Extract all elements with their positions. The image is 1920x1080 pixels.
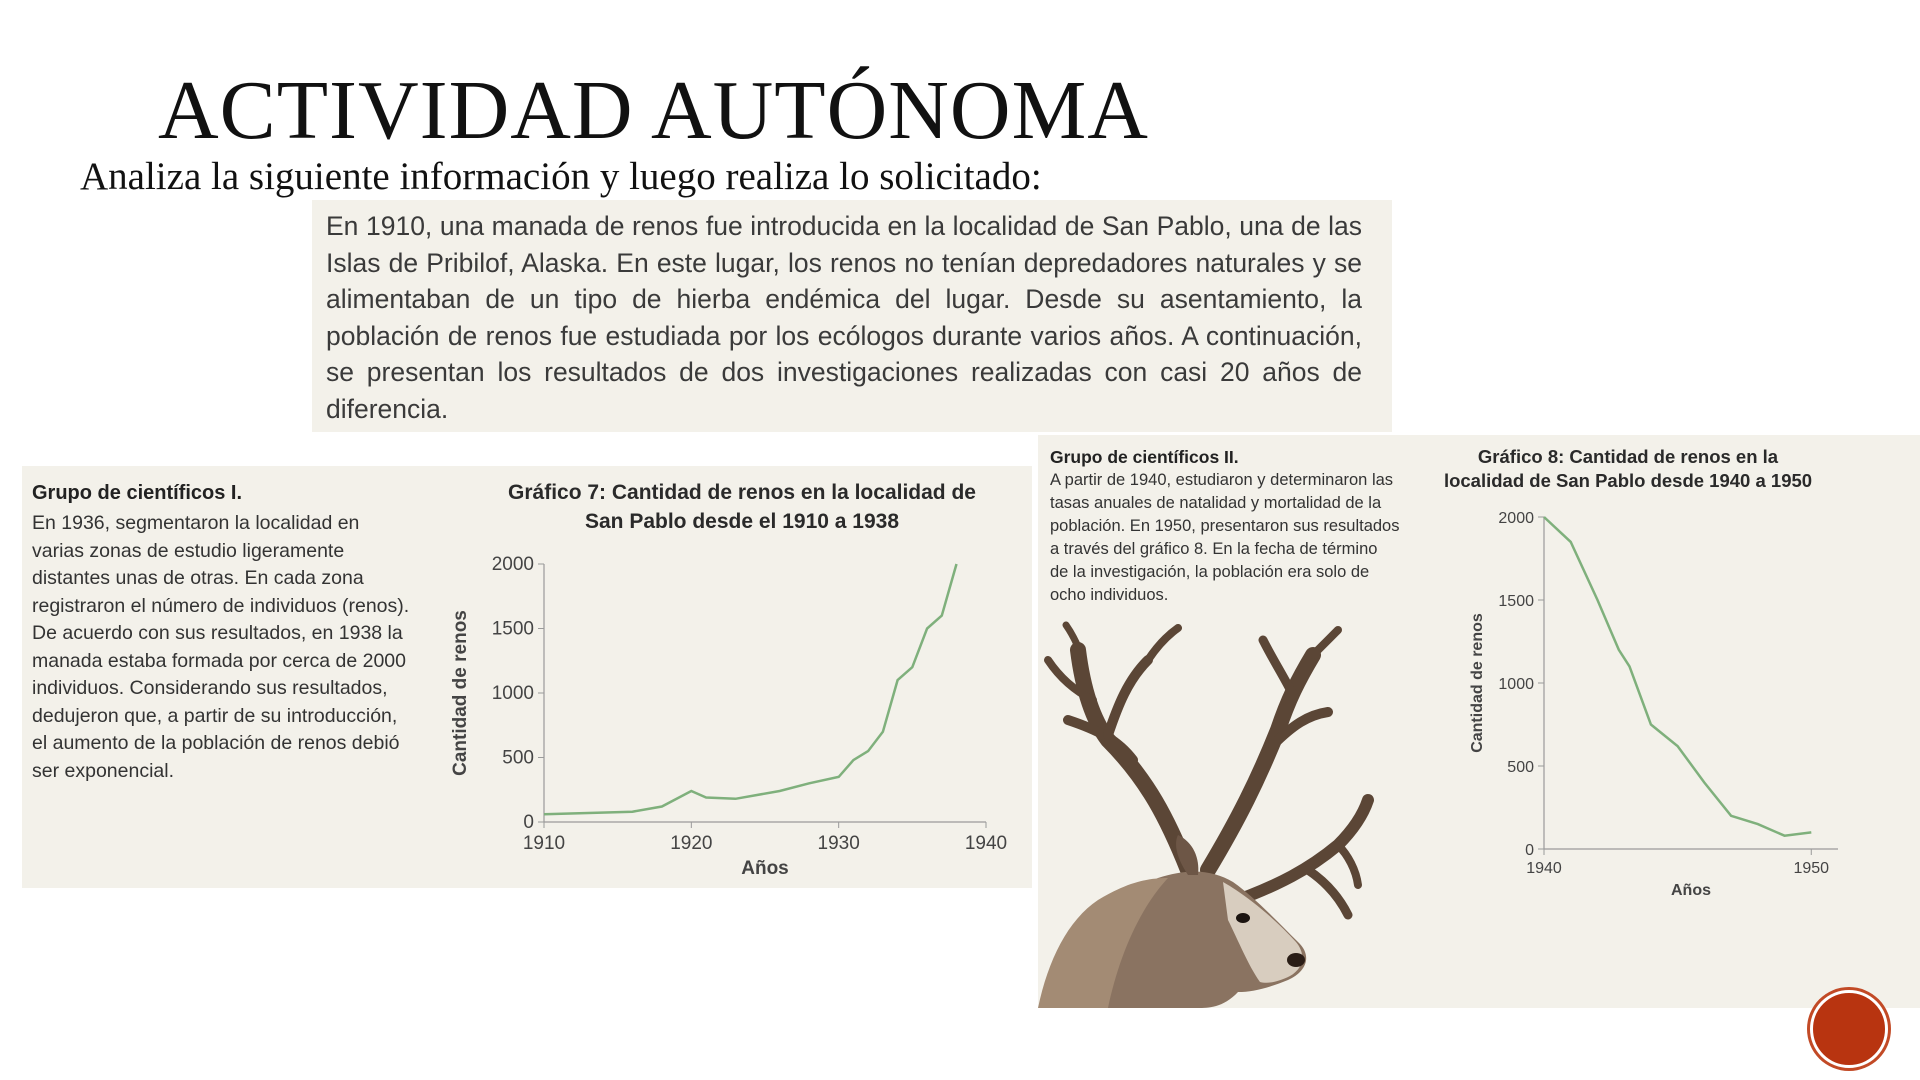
x-tick-label: 1930 — [817, 833, 860, 854]
group1-heading: Grupo de científicos I. — [32, 482, 243, 504]
x-tick-label: 1940 — [964, 833, 1008, 854]
y-tick-label: 1500 — [491, 618, 534, 640]
x-axis-label: Años — [1671, 882, 1711, 899]
series-line — [1544, 517, 1811, 836]
x-tick-label: 1950 — [1793, 860, 1830, 877]
y-tick-label: 1000 — [1498, 676, 1534, 693]
y-tick-label: 2000 — [491, 554, 534, 575]
x-tick-label: 1910 — [522, 833, 566, 854]
y-tick-label: 500 — [502, 747, 534, 769]
slide-subtitle: Analiza la siguiente información y luego realiza lo solicitado: — [80, 155, 1042, 198]
y-tick-label: 1500 — [1498, 593, 1534, 610]
x-tick-label: 1940 — [1526, 860, 1562, 877]
y-axis-label: Cantidad de renos — [450, 610, 471, 776]
group2-heading: Grupo de científicos II. — [1050, 447, 1239, 467]
y-tick-label: 0 — [1525, 842, 1534, 859]
y-axis-label: Cantidad de renos — [1469, 613, 1486, 753]
group1-text: En 1936, segmentaron la localidad en varias zonas de estudio ligeramente distantes unas de otras. En cada zona registraron el número de individuos (renos). De acuerdo con sus resultados, en 1938 la manada estaba formada por cerca de 2000 individuos. Considerando sus resultados, dedujeron que, a partir de su introducción, el aumento de la población de renos debió ser exponencial. — [32, 512, 410, 782]
intro-paragraph: En 1910, una manada de renos fue introducida en la localidad de San Pablo, una de las Islas de Pribilof, Alaska. En este lugar, los renos no tenían depredadores naturales y se alimentaban de un tipo de hierba endémica del lugar. Desde su asentamiento, la población de renos fue estudiada por los ecólogos durante varios años. A continuación, se presentan los resultados de dos investigaciones realizadas con casi 20 años de diferencia. — [312, 200, 1392, 432]
chart8-title: Gráfico 8: Cantidad de renos en la localidad de San Pablo desde 1940 a 1950 — [1443, 446, 1813, 491]
slide-title: ACTIVIDAD AUTÓNOMA — [158, 64, 1149, 157]
group2-text: A partir de 1940, estudiaron y determinaron las tasas anuales de natalidad y mortalidad de la población. En 1950, presentaron sus resultados a través del gráfico 8. En la fecha de término de la investigación, la población era solo de ocho individuos. — [1050, 471, 1400, 604]
y-tick-label: 1000 — [491, 683, 534, 704]
y-tick-label: 0 — [523, 812, 534, 833]
x-axis-label: Años — [741, 858, 789, 879]
y-tick-label: 500 — [1507, 759, 1534, 776]
chart7-title: Gráfico 7: Cantidad de renos en la localidad de San Pablo desde el 1910 a 1938 — [508, 481, 976, 533]
series-line — [544, 564, 957, 814]
chart7 — [22, 466, 1032, 888]
x-tick-label: 1920 — [670, 833, 713, 854]
y-tick-label: 2000 — [1498, 510, 1534, 527]
reindeer-image — [1038, 620, 1378, 1008]
next-slide-button[interactable] — [1810, 990, 1888, 1068]
group1-panel — [22, 466, 1032, 888]
